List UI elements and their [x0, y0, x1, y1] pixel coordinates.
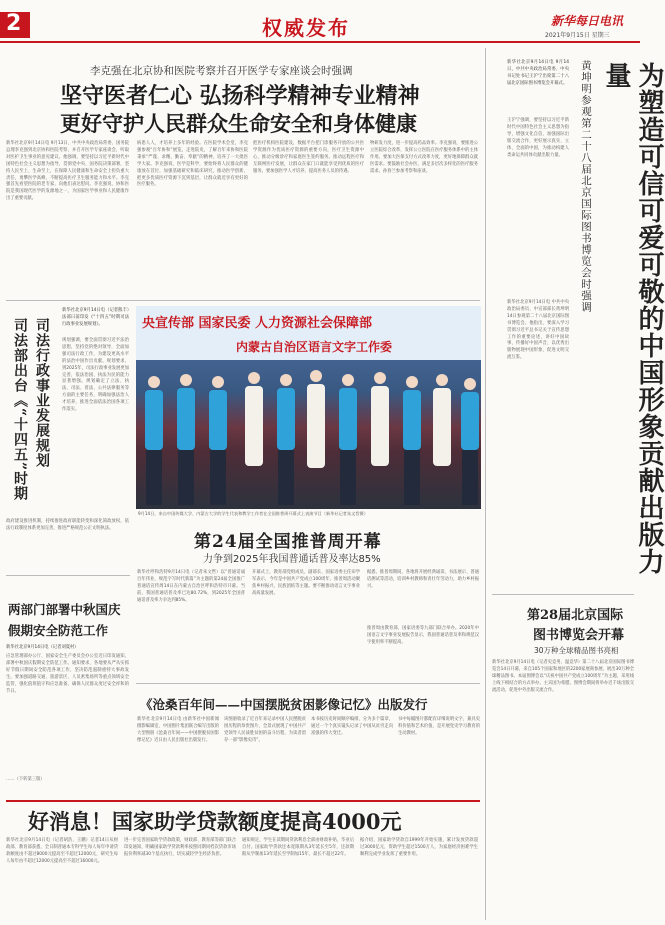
- page-number: 2: [6, 11, 22, 36]
- loan-body4: 据介绍，国家助学贷款自1999年开始实施，累计发放贷款超过3000亿元，资助学生超过1500万人，为家庭经济困难学生顺利完成学业发挥了重要作用。: [360, 838, 478, 857]
- loan-body3: 通知规定，学生在读期间贷款利息全部由财政补贴，毕业后自付。国家助学贷款还本宽限期从3年延长至5年，还款期限从学制加13年延长至学制加15年、最长不超过22年。: [242, 838, 354, 857]
- putonghua-col1: 新华社呼和浩特9月14日电（记者朱文哲）以“普通话诵百年伟业，规范字写时代新篇”为主题的第24届全国推广普通话宣传周14日在内蒙古自治区呼和浩特市开幕。当前，我国普通话普及率已达80.72%，到2025年全国普通话普及率力争达到85%。: [137, 570, 245, 603]
- festival-dateline: 新华社北京9月14日电（记者刘夏村）: [6, 645, 79, 650]
- lead-title-line2: 更好守护人民群众生命安全和身体健康: [60, 111, 417, 136]
- film-body1: 新华社北京9月14日电 由新华社中国新闻摄影编辑室、中国图片集团联合编写出版的大型图册《沧桑百年间——中国摆脱贫困影像记忆》近日由人民出版社出版发行。: [137, 717, 219, 743]
- lead-body-col4: 物研发力度，进一步提高药品效率。李克强说，要推进公立医院综合改革，发挥公立医院在医疗服务体系中的主体作用。要加大医保支付方式改革力度，更好地保障群众就医需求。要鼓励社会办医，满足多层次多样化的医疗服务需求。孙春兰参加考察和座谈。: [370, 141, 478, 174]
- right-headline: 为塑造可信可爱可敬的中国形象贡献出版力量: [601, 62, 664, 575]
- festival-body: 应急管理部办公厅、国家安全生产委员会办公室近日印发通知，部署中秋国庆假期安全防范工作。通知要求，各地要从严从实抓好节假日期间安全防范各项工作，坚决防范遏制重特大事故发生。要加强道路交通、旅游景区、人员密集场所等重点领域安全监管，强化值班值守和应急准备，确保人民群众度过安全祥和的节日。: [6, 654, 129, 694]
- judicial-body-tail: 政府建设推进机制，持续推进政府职能转变和深化简政放权，依法行政制度体系更加完善，推进严格规范公正文明执法。: [6, 519, 129, 531]
- putonghua-col4: 推普周由教育部、国家语委等九部门联合举办。2020年中国语言文字事业发展报告显示，我国普通话普及率和规范汉字使用率不断提高。: [367, 626, 479, 645]
- divider-judicial: [6, 575, 130, 576]
- film-body2: 该图册收录了近百年来记录中国人民摆脱贫困历程的珍贵图片，全景式展现了中国共产党领导人民战胜贫困的奋斗历程，为读者留存一部“影像史诗”。: [224, 717, 306, 743]
- photo-banner-text-right: 内蒙古自治区语言文字工作委: [236, 340, 393, 354]
- putonghua-subtitle: 力争到2025年我国普通话普及率达85%: [203, 554, 381, 565]
- bookfair-title-b: 图书博览会开幕: [533, 628, 625, 643]
- photo: [136, 306, 481, 509]
- performers-illustration: [136, 360, 481, 509]
- divider-lead: [6, 300, 480, 301]
- judicial-dateline: 新华社北京9月14日电（记者熊丰）法部日前印发《“十四五”时期司法行政事业发展规划》。: [62, 308, 129, 327]
- lead-body-col2: 病患人人，才培养上多年的经验。在医院学术会堂，李克强参观“百年协和”展览，走进院史，了解百年来协和医院秉承“严谨、求精、勤奋、奉献”的精神，培养了一大批医学大家。李克强说，医学是科学，要始终将人民群众的健康放在首位，加强基础研究和临床研究，推动医学创新，把更多优质医疗资源下沉到基层，让群众就近享有更好的医疗服务。: [137, 141, 248, 188]
- right-kicker: 黄坤明参观第二十八届北京国际图书博览会时强调: [580, 60, 592, 313]
- putonghua-col3: 据悉，推普周期间，各地将开展经典诵读、书法展示、普通话测试等活动，培训乡村教师和青壮年劳动力，助力乡村振兴。: [367, 570, 479, 589]
- putonghua-title: 第24届全国推普周开幕: [194, 532, 382, 552]
- right-column-rule: [485, 48, 486, 920]
- photo-banner: [136, 306, 481, 360]
- divider-right: [492, 594, 634, 595]
- loan-body2: 进一步完善国家助学贷款政策，财政部、教育部等部门联合印发通知，明确国家助学贷款利率按照同期同档次贷款市场报价利率减30个基点执行，切实减轻学生经济负担。: [124, 838, 236, 857]
- festival-title-b: 假期安全防范工作: [8, 623, 109, 638]
- festival-tail: ……（下转第三版）: [6, 777, 45, 782]
- festival-title-a: 两部门部署中秋国庆: [8, 602, 121, 617]
- lead-title-line1: 坚守医者仁心 弘扬科学精神专业精神: [60, 83, 420, 109]
- divider-putonghua: [136, 683, 480, 684]
- brand-logo: 新华每日电讯: [551, 14, 624, 28]
- lead-kicker: 李克强在北京协和医院考察并召开医学专家座谈会时强调: [90, 65, 353, 77]
- right-body2: 新华社北京9月14日电 中共中央政治局委员、中宣部部长黄坤明14日参观第二十八届北京国际图书博览会。他指出，要深入学习贯彻习近平总书记关于宣传思想工作的重要论述，讲好中国故事、传播好中国声音，以优秀出版物展现中国形象，促进文明交流互鉴。: [507, 300, 569, 361]
- photo-caption: 9月14日，来自中国传媒大学、内蒙古大学的学生代表和教学工作者在全国推普周开幕式上表演节目（新华社记者朱文哲摄）: [138, 511, 368, 516]
- judicial-body: 规划强调，要全面贯彻习近平法治思想，坚持党的绝对领导，全面加强司法行政工作，为建设更高水平的法治中国作出贡献。规划要求，到2025年，司法行政事业发展更加完善，依法治国、执法为民的能力显著增强。规划确定了立法、执法、司法、普法、公共法律服务等方面的主要任务，明确加强法治人才培养，推进全面依法治国各项工作落实。: [62, 338, 129, 413]
- film-title: 《沧桑百年间——中国摆脱贫困影像记忆》出版发行: [140, 697, 428, 712]
- masthead-rule: [0, 41, 640, 43]
- section-title: 权威发布: [262, 16, 350, 40]
- lead-body-col3: 把医疗机构医院建设，数据平台把门诊服务开放的公共医学资源作为优质医疗资源的重要方向，医疗卫生资源中心，推动分级诊疗和家庭医生签约服务。推动远程医疗和互联网医疗发展，让群众在家门口就能享受到优质的医疗服务。要加强医学人才培养，提高医务人员的待遇。: [253, 141, 364, 174]
- lead-body-col1: 新华社北京9月14日电 9月13日，中共中央政治局常委、国务院总理李克强到北京协和医院考察，并召开医学专家座谈会，听取对医护卫生事业的意见建议。他强调，要坚持以习近平新时代中国特色社会主义思想为指导，贯彻党中央、国务院决策部署，坚持人民至上、生命至上，在保障人民健康和生命安全上担负重大责任，勇攀医学高峰，不断提高医疗卫生服务能力和水平。李克强首先看望医院的老专家，向他们表达慰问。李克强说，协和医院是我国现代医学的发源地之一，为国家医学事业和人民健康作出了重要贡献。: [6, 141, 129, 202]
- putonghua-col2: 开幕式上，教育部党组成员、副部长、国家语委主任田学军表示，今年是中国共产党成立100周年，推普周活动聚焦乡村振兴、民族团结等主题。要不断推动语言文字事业高质量发展。: [252, 570, 360, 596]
- judicial-title-a: 司法部出台《“十四五”时期: [12, 318, 28, 502]
- film-body4: 书中每幅图片都配有详细说明文字，兼具史料价值和艺术价值，是开展党史学习教育的生动教材。: [398, 717, 480, 736]
- bookfair-subtitle: 30万种全球精品图书亮相: [534, 646, 619, 655]
- bookfair-title-a: 第28届北京国际: [527, 608, 624, 623]
- loan-body1: 新华社北京9月14日电（记者胡浩、王鹏）记者14日从财政部、教育部获悉，全日制普通本专科学生每人每年申请贷款额度由不超过8000元提高至不超过12000元，研究生每人每年由不超过12000元提高至不超过16000元。: [6, 838, 118, 864]
- photo-banner-text-left: 央宣传部 国家民委 人力资源社会保障部: [142, 316, 373, 331]
- right-top-dateline: 新华社北京9月14日电 9月14日，中共中央政治局常委、中央书记处书记王沪宁出席第二十八届北京国际图书博览会开幕式。: [507, 60, 569, 86]
- judicial-title-b: 司法行政事业发展规划: [34, 318, 50, 468]
- issue-date: 2021年9月15日 星期三: [545, 32, 610, 39]
- right-top-body: 王沪宁强调，要坚持以习近平新时代中国特色社会主义思想为指导，增强文化自信，加强国际出版交流合作，更好展示真实、立体、全面的中国，为推动构建人类命运共同体贡献出版力量。: [507, 118, 569, 158]
- film-body3: 本书按历史时间顺序编排，分为多个篇章，通过一个个真实镜头记录了中国从贫穷走向富强的伟大变迁。: [311, 717, 393, 736]
- bookfair-body: 新华社北京9月14日电（记者史竞男、温竞华）第二十八届北京国际图书博览会14日开幕，来自105个国家和地区的2200家展商参展，展出30万种全球精品图书。本届图博会以“庆祝中国共产党成立100周年”为主题，采用线上线下相结合的方式举办。主宾国为希腊。图博会期间将举办近千场出版交流活动，促进中外出版交流合作。: [492, 660, 634, 693]
- loan-title: 好消息！国家助学贷款额度提高4000元: [28, 809, 402, 834]
- loan-top-rule: [6, 800, 480, 802]
